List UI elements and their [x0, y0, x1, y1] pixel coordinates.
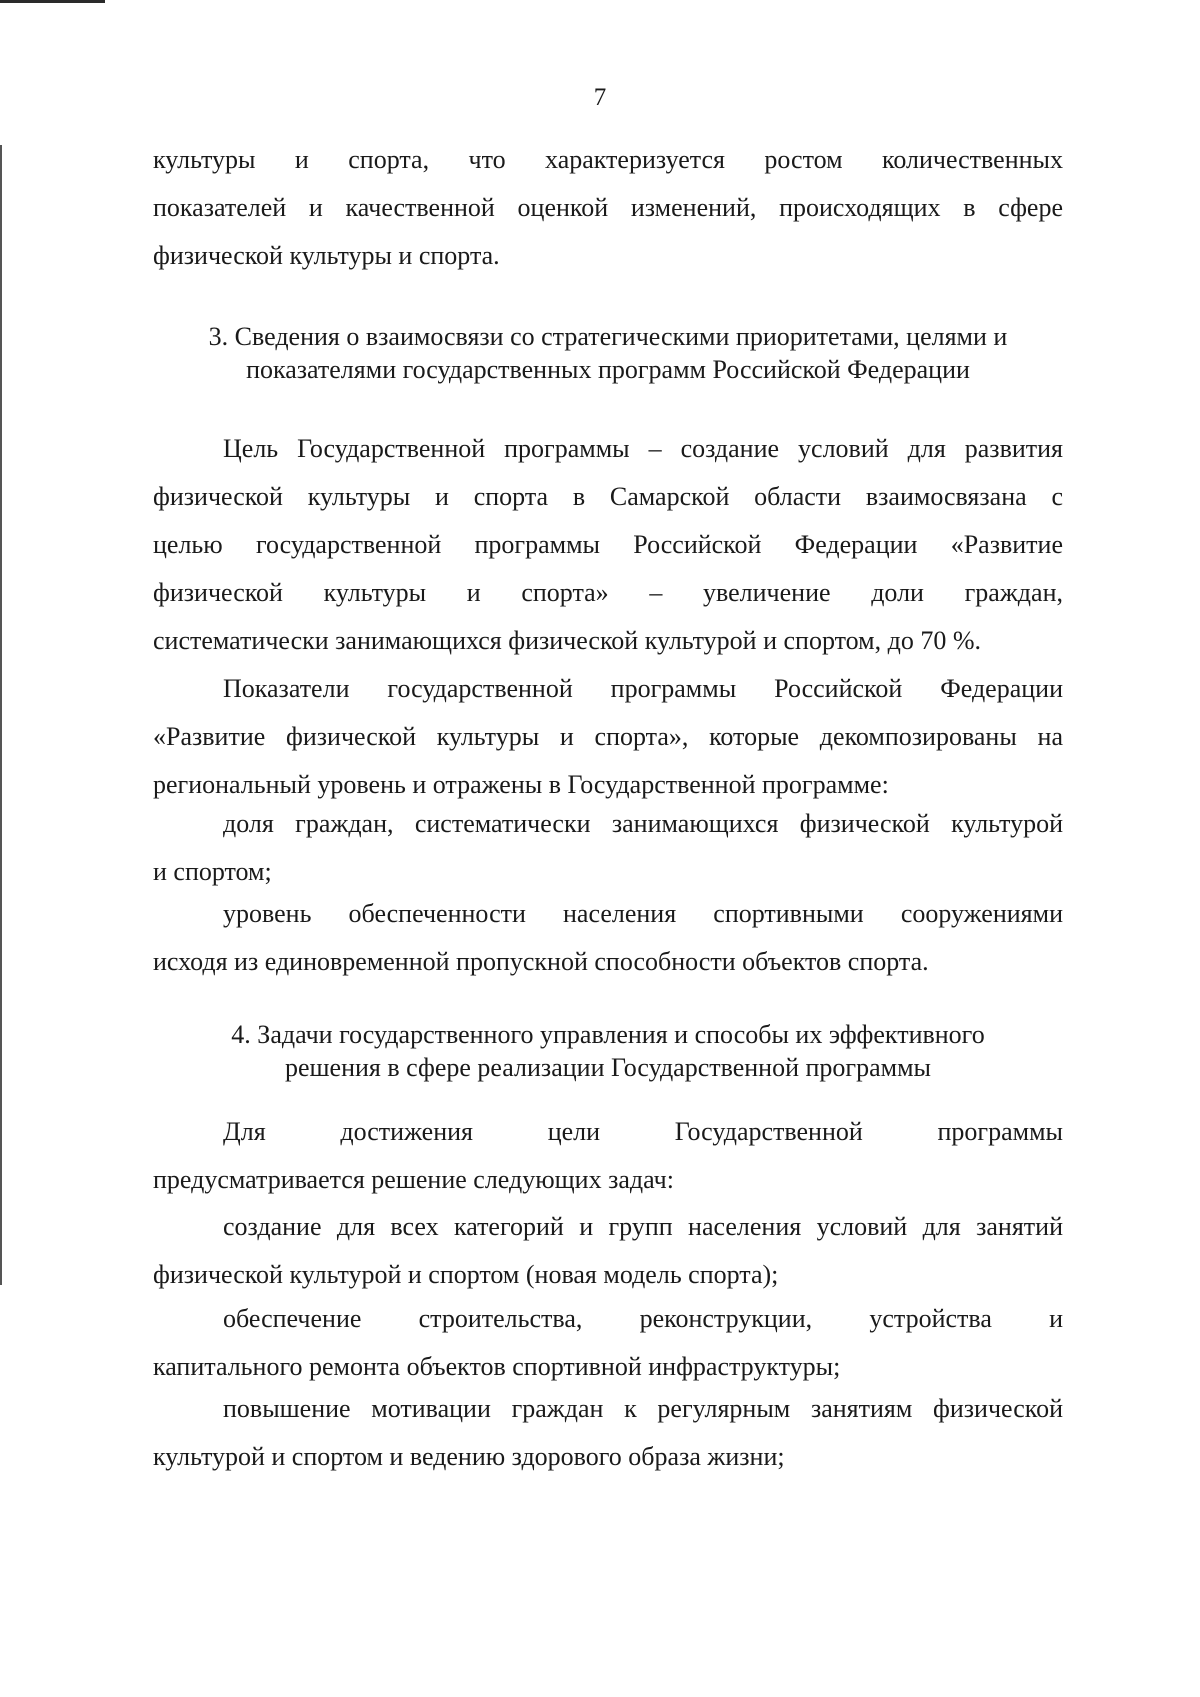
text-line: повышение мотивации граждан к регулярным занятиям физической	[223, 1394, 1063, 1423]
heading-line: 4. Задачи государственного управления и способы их эффективного	[231, 1020, 985, 1049]
text-line: исходя из единовременной пропускной способности объектов спорта.	[153, 947, 929, 976]
text-line: и спортом;	[153, 857, 272, 886]
section-4-paragraph-1	[153, 1108, 1063, 1204]
text-line: целью государственной программы Российской Федерации «Развитие	[153, 530, 1063, 559]
text-line: физической культурой и спортом (новая модель спорта);	[153, 1260, 779, 1289]
text-line: уровень обеспеченности населения спортивными сооружениями	[223, 899, 1063, 928]
heading-line: показателями государственных программ Российской Федерации	[246, 355, 970, 384]
text-line: доля граждан, систематически занимающихся физической культурой	[223, 809, 1063, 838]
text-line: обеспечение строительства, реконструкции, устройства и	[223, 1304, 1063, 1333]
section-3-paragraph-1	[153, 425, 1063, 665]
section-4-task-3	[153, 1385, 1063, 1481]
section-4-task-2	[153, 1295, 1063, 1391]
text-line: физической культуры и спорта» – увеличение доли граждан,	[153, 578, 1063, 607]
text-line: систематически занимающихся физической культурой и спортом, до 70 %.	[153, 626, 981, 655]
scan-mark-left-edge	[0, 145, 2, 1285]
heading-line: решения в сфере реализации Государственной программы	[284, 1053, 932, 1082]
text-line: физической культуры и спорта в Самарской области взаимосвязана с	[153, 482, 1063, 511]
text-line: Показатели государственной программы Российской Федерации	[223, 674, 1063, 703]
section-4-heading	[153, 1018, 1063, 1084]
text-line: Для достижения цели Государственной программы	[223, 1117, 1063, 1146]
text-line: культурой и спортом и ведению здорового образа жизни;	[153, 1442, 785, 1471]
section-3-heading	[153, 320, 1063, 386]
heading-line: 3. Сведения о взаимосвязи со стратегическими приоритетами, целями и	[208, 322, 1008, 351]
text-line: региональный уровень и отражены в Государственной программе:	[153, 770, 889, 799]
section-3-list-item-2	[153, 890, 1063, 986]
section-3-list-item-1	[153, 800, 1063, 896]
text-line: «Развитие физической культуры и спорта», которые декомпозированы на	[153, 722, 1063, 751]
text-line: капитального ремонта объектов спортивной инфраструктуры;	[153, 1352, 841, 1381]
text-line: предусматривается решение следующих задач:	[153, 1165, 674, 1194]
section-3-paragraph-2	[153, 665, 1063, 809]
page-number: 7	[593, 84, 607, 111]
text-line: физической культуры и спорта.	[153, 241, 500, 270]
text-line: культуры и спорта, что характеризуется ростом количественных	[153, 145, 1063, 174]
section-4-task-1	[153, 1203, 1063, 1299]
text-line: показателей и качественной оценкой изменений, происходящих в сфере	[153, 193, 1063, 222]
text-line: создание для всех категорий и групп населения условий для занятий	[223, 1212, 1063, 1241]
text-line: Цель Государственной программы – создание условий для развития	[223, 434, 1063, 463]
continuation-paragraph	[153, 136, 1063, 280]
scan-mark-top-left	[0, 0, 105, 3]
